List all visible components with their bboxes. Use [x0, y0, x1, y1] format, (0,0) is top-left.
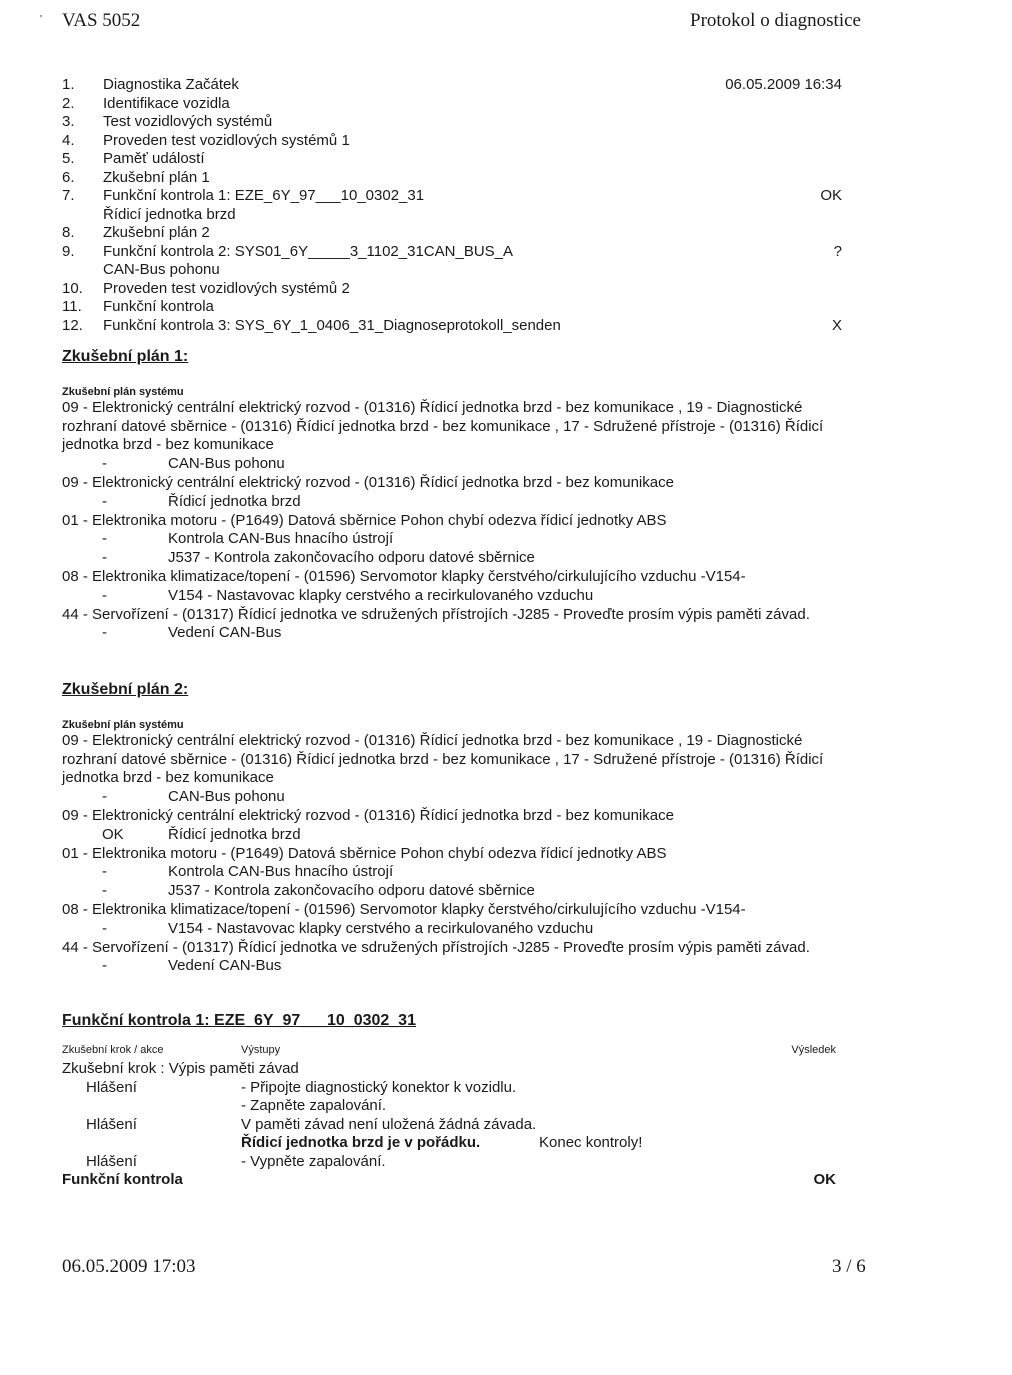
device-title: VAS 5052	[62, 10, 141, 31]
item-text: Zkušební plán 1	[103, 168, 210, 186]
item-number: 8.	[62, 224, 75, 241]
plan-item	[62, 624, 852, 643]
row-output: - Zapněte zapalování.	[241, 1097, 387, 1114]
list-item	[62, 113, 842, 132]
plan-paragraph: 01 - Elektronika motoru - (P1649) Datová sběrnice Pohon chybí odezva řídicí jednotky ABS	[62, 844, 667, 862]
item-number: 6.	[62, 168, 75, 186]
step-text: Zkušební krok : Výpis paměti závad	[62, 1060, 299, 1077]
plan-paragraph: 44 - Servořízení - (01317) Řídicí jednotka ve sdružených přístrojích -J285 - Proveďte prosím výpis paměti závad.	[62, 938, 810, 956]
item-number: 5.	[62, 150, 75, 167]
list-item-sub	[62, 206, 842, 225]
scan-mark: '	[40, 14, 42, 25]
row-output: - Vypněte zapalování.	[241, 1152, 386, 1170]
item-marker: -	[102, 863, 107, 881]
item-marker: -	[102, 455, 107, 473]
plan-paragraph: 08 - Elektronika klimatizace/topení - (01596) Servomotor klapky čerstvého/cirkulujícího vzduchu -V154-	[62, 900, 746, 918]
item-text: V154 - Nastavovac klapky cerstvého a recirkulovaného vzduchu	[168, 586, 594, 604]
table-row	[62, 1171, 842, 1190]
section-title: Funkční kontrola 1: EZE_6Y_97___10_0302_31	[62, 1012, 416, 1029]
item-number: 9.	[62, 242, 75, 260]
column-header-outputs: Výstupy	[241, 1044, 281, 1056]
final-result: OK	[813, 1171, 836, 1188]
plan-item	[62, 826, 852, 845]
item-text: Řídicí jednotka brzd	[168, 492, 301, 510]
item-number: 2.	[62, 94, 75, 112]
list-item	[62, 298, 842, 317]
plan-item	[62, 788, 852, 807]
item-marker: -	[102, 624, 107, 642]
item-text: Vedení CAN-Bus	[168, 957, 282, 975]
item-text: J537 - Kontrola zakončovacího odporu datové sběrnice	[168, 882, 535, 900]
item-result: OK	[820, 187, 842, 204]
item-text: Test vozidlových systémů	[103, 113, 273, 130]
item-subtext: Řídicí jednotka brzd	[103, 205, 236, 223]
list-item-sub	[62, 261, 842, 280]
row-label: Hlášení	[86, 1152, 137, 1170]
item-number: 11.	[62, 298, 82, 315]
item-text: Řídicí jednotka brzd	[168, 825, 301, 843]
plan-item	[62, 530, 852, 549]
list-item	[62, 243, 842, 262]
row-output-bold: Řídicí jednotka brzd je v pořádku.	[241, 1134, 481, 1151]
column-header-step: Zkušební krok / akce	[62, 1044, 164, 1056]
plan-paragraph: 08 - Elektronika klimatizace/topení - (01596) Servomotor klapky čerstvého/cirkulujícího vzduchu -V154-	[62, 567, 746, 585]
item-marker: -	[102, 549, 107, 567]
plan-paragraph: 01 - Elektronika motoru - (P1649) Datová sběrnice Pohon chybí odezva řídicí jednotky ABS	[62, 511, 667, 529]
list-item	[62, 224, 842, 243]
start-datetime: 06.05.2009 16:34	[725, 76, 842, 93]
item-text: Diagnostika Začátek	[103, 76, 239, 93]
item-text: Proveden test vozidlových systémů 1	[103, 131, 350, 149]
document-title: Protokol o diagnostice	[690, 10, 861, 31]
item-text: Funkční kontrola 1: EZE_6Y_97___10_0302_31	[103, 187, 425, 204]
item-number: 1.	[62, 76, 75, 93]
item-number: 3.	[62, 113, 75, 130]
item-text: Funkční kontrola 3: SYS_6Y_1_0406_31_Diagnoseprotokoll_senden	[103, 316, 561, 334]
item-result: ?	[833, 242, 842, 260]
item-marker: -	[102, 919, 107, 937]
list-item	[62, 95, 842, 114]
plan-item	[62, 920, 852, 939]
page-number: 3 / 6	[832, 1256, 866, 1277]
section-subtitle: Zkušební plán systému	[62, 385, 184, 398]
table-header	[62, 1044, 842, 1060]
item-text: Kontrola CAN-Bus hnacího ústrojí	[168, 530, 394, 548]
row-label: Hlášení	[86, 1078, 137, 1096]
table-row	[62, 1153, 842, 1172]
item-text: CAN-Bus pohonu	[168, 455, 285, 473]
item-marker: OK	[102, 825, 124, 843]
list-item	[62, 187, 842, 206]
item-marker: -	[102, 957, 107, 975]
plan-paragraph: 09 - Elektronický centrální elektrický rozvod - (01316) Řídicí jednotka brzd - bez komunikace	[62, 806, 674, 824]
item-number: 10.	[62, 279, 83, 297]
item-text: V154 - Nastavovac klapky cerstvého a recirkulovaného vzduchu	[168, 919, 594, 937]
item-marker: -	[102, 788, 107, 806]
item-text: CAN-Bus pohonu	[168, 788, 285, 806]
item-marker: -	[102, 882, 107, 900]
row-output: - Připojte diagnostický konektor k vozidlu.	[241, 1078, 517, 1096]
item-marker: -	[102, 530, 107, 548]
item-text: Vedení CAN-Bus	[168, 624, 282, 642]
list-item	[62, 150, 842, 169]
plan-item	[62, 587, 852, 606]
item-number: 12.	[62, 316, 83, 334]
item-result: X	[831, 316, 842, 334]
plan-paragraph: 09 - Elektronický centrální elektrický rozvod - (01316) Řídicí jednotka brzd - bez komunikace , 19 - Diagnostické rozhraní datové sběrnice - (01316) Řídicí jednotka brzd - bez komunikace , 17 - Sdružené přístroje - (01316) Řídicí jednotka brzd - bez komunikace	[62, 731, 824, 787]
section-title: Zkušební plán 1:	[62, 348, 189, 365]
footer-datetime: 06.05.2009 17:03	[62, 1256, 196, 1277]
column-header-result: Výsledek	[791, 1044, 836, 1056]
table-row	[62, 1079, 842, 1098]
item-text: Funkční kontrola	[103, 298, 214, 315]
plan-item	[62, 549, 852, 568]
plan-item	[62, 882, 852, 901]
list-item	[62, 76, 842, 95]
item-marker: -	[102, 586, 107, 604]
table-row	[62, 1134, 842, 1153]
contents-list	[62, 76, 842, 335]
table-row	[62, 1116, 842, 1135]
item-number: 4.	[62, 131, 75, 149]
list-item	[62, 317, 842, 336]
plan-paragraph: 09 - Elektronický centrální elektrický rozvod - (01316) Řídicí jednotka brzd - bez komunikace	[62, 473, 674, 491]
item-text: J537 - Kontrola zakončovacího odporu datové sběrnice	[168, 549, 535, 567]
table-row	[62, 1060, 842, 1079]
row-output: V paměti závad není uložená žádná závada.	[241, 1115, 537, 1133]
item-text: Proveden test vozidlových systémů 2	[103, 279, 350, 297]
test-plan-2	[62, 681, 852, 976]
final-label: Funkční kontrola	[62, 1171, 183, 1188]
plan-paragraph: 09 - Elektronický centrální elektrický rozvod - (01316) Řídicí jednotka brzd - bez komunikace , 19 - Diagnostické rozhraní datové sběrnice - (01316) Řídicí jednotka brzd - bez komunikace , 17 - Sdružené přístroje - (01316) Řídicí jednotka brzd - bez komunikace	[62, 398, 824, 454]
item-number: 7.	[62, 187, 75, 204]
row-label: Hlášení	[86, 1115, 137, 1133]
table-row	[62, 1097, 842, 1116]
plan-item	[62, 957, 852, 976]
item-subtext: CAN-Bus pohonu	[103, 261, 220, 278]
plan-item	[62, 493, 852, 512]
section-title: Zkušební plán 2:	[62, 681, 189, 698]
plan-paragraph: 44 - Servořízení - (01317) Řídicí jednotka ve sdružených přístrojích -J285 - Proveďte prosím výpis paměti závad.	[62, 605, 810, 623]
item-text: Funkční kontrola 2: SYS01_6Y_____3_1102_31CAN_BUS_A	[103, 242, 514, 260]
item-marker: -	[102, 492, 107, 510]
plan-item	[62, 455, 852, 474]
list-item	[62, 280, 842, 299]
list-item	[62, 169, 842, 188]
test-plan-1	[62, 348, 852, 643]
list-item	[62, 132, 842, 151]
row-output: Konec kontroly!	[539, 1134, 643, 1151]
item-text: Paměť událostí	[103, 150, 205, 167]
item-text: Zkušební plán 2	[103, 224, 210, 241]
function-check-1	[62, 1012, 842, 1190]
item-text: Identifikace vozidla	[103, 94, 230, 112]
plan-item	[62, 863, 852, 882]
section-subtitle: Zkušební plán systému	[62, 718, 184, 731]
item-text: Kontrola CAN-Bus hnacího ústrojí	[168, 863, 394, 881]
